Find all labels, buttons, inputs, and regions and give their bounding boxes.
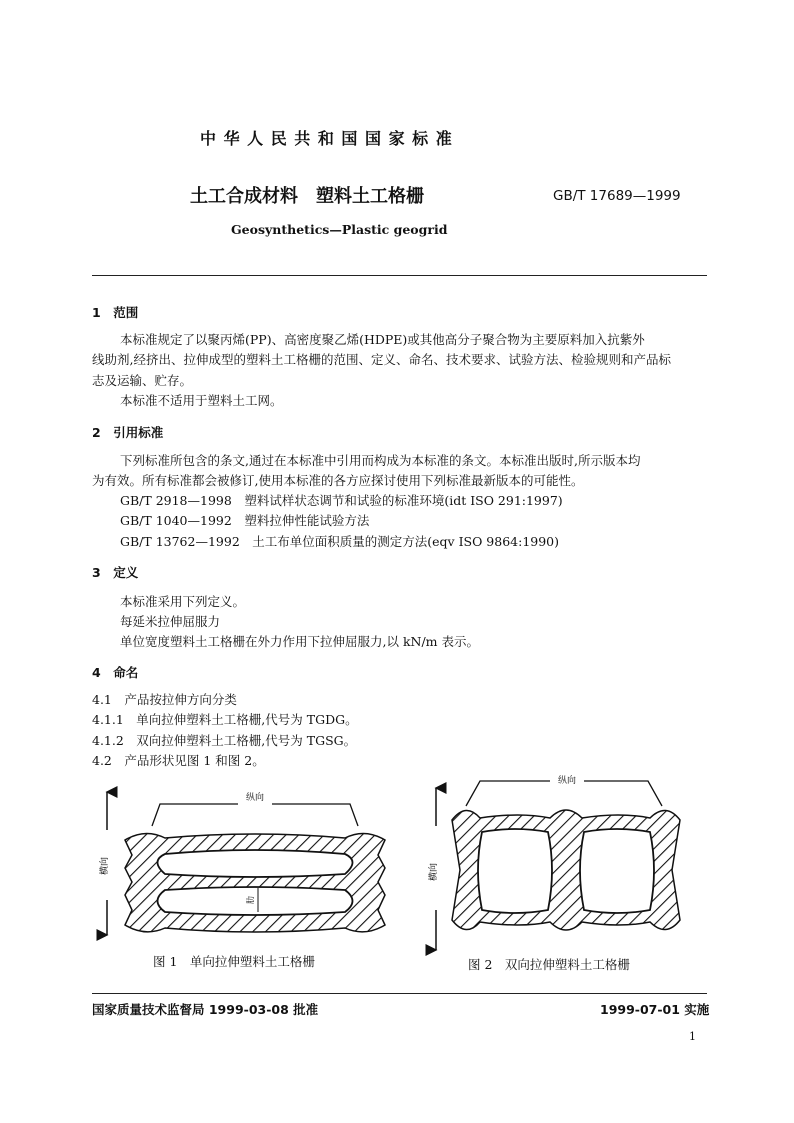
section-1-paragraph-line: 志及运输、贮存。: [92, 373, 193, 388]
fig2-aperture-left: [478, 829, 552, 913]
section-2-paragraph-line: 为有效。所有标准都会被修订,使用本标准的各方应探讨使用下列标准最新版本的可能性。: [92, 473, 584, 488]
standard-code: GB/T 17689—1999: [553, 188, 681, 204]
reference-item: GB/T 2918—1998 塑料试样状态调节和试验的标准环境(idt ISO 291:1997): [120, 493, 563, 508]
section-1-paragraph-2: 本标准不适用于塑料土工网。: [120, 393, 283, 408]
section-2-paragraph-line: 下列标准所包含的条文,通过在本标准中引用而构成为本标准的条文。本标准出版时,所示版本均: [120, 453, 641, 468]
fig1-aperture-top: [158, 850, 353, 877]
english-title: Geosynthetics—Plastic geogrid: [231, 222, 448, 237]
section-2-heading: 2 引用标准: [92, 425, 164, 440]
section-1-paragraph-line: 本标准规定了以聚丙烯(PP)、高密度聚乙烯(HDPE)或其他高分子聚合物为主要原料加入抗紫外: [120, 332, 645, 347]
fig2-longitudinal-label: 纵向: [557, 776, 577, 786]
document-title: 土工合成材料 塑料土工格栅: [190, 186, 424, 207]
fig1-grid-body: [125, 833, 385, 932]
fig1-transverse-label: 横向: [100, 856, 110, 876]
fig1-longitudinal-label: 纵向: [245, 793, 265, 803]
figure-1-uniaxial-geogrid: [98, 791, 385, 935]
figure-2-caption: 图 2 双向拉伸塑料土工格栅: [468, 957, 630, 972]
figure-1-caption: 图 1 单向拉伸塑料土工格栅: [153, 954, 315, 969]
section-3-heading: 3 定义: [92, 565, 139, 580]
page-number: 1: [689, 1030, 696, 1043]
section-1-heading: 1 范围: [92, 305, 139, 320]
section-1-paragraph-line: 线助剂,经挤出、拉伸成型的塑料土工格栅的范围、定义、命名、技术要求、试验方法、检验规则和产品标: [92, 352, 671, 367]
definition-text: 单位宽度塑料土工格栅在外力作用下拉伸屈服力,以 kN/m 表示。: [120, 634, 479, 649]
clause-item: 4.2 产品形状见图 1 和图 2。: [92, 753, 265, 768]
footer-rule: [92, 993, 707, 994]
clause-item: 4.1 产品按拉伸方向分类: [92, 692, 237, 707]
national-standard-heading: 中 华 人 民 共 和 国 国 家 标 准: [200, 129, 453, 148]
fig2-transverse-label: 横向: [429, 862, 439, 882]
approval-line: 国家质量技术监督局 1999-03-08 批准: [92, 1002, 319, 1017]
figure-2-biaxial-geogrid: [427, 774, 680, 950]
fig2-aperture-right: [580, 829, 654, 913]
fig1-rib-label: 肋: [246, 896, 255, 904]
fig1-longitudinal-bracket: [152, 804, 358, 826]
reference-item: GB/T 13762—1992 土工布单位面积质量的测定方法(eqv ISO 9864:1990): [120, 534, 560, 549]
section-3-paragraph: 本标准采用下列定义。: [120, 594, 246, 609]
section-4-heading: 4 命名: [92, 665, 139, 680]
implementation-date: 1999-07-01 实施: [600, 1002, 710, 1017]
definition-term: 每延米拉伸屈服力: [120, 614, 221, 629]
clause-item: 4.1.1 单向拉伸塑料土工格栅,代号为 TGDG。: [92, 712, 358, 727]
reference-item: GB/T 1040—1992 塑料拉伸性能试验方法: [120, 513, 370, 528]
clause-item: 4.1.2 双向拉伸塑料土工格栅,代号为 TGSG。: [92, 733, 357, 748]
fig1-aperture-bottom: [158, 887, 353, 915]
header-rule: [92, 275, 707, 276]
geogrid-figures: [0, 770, 794, 980]
